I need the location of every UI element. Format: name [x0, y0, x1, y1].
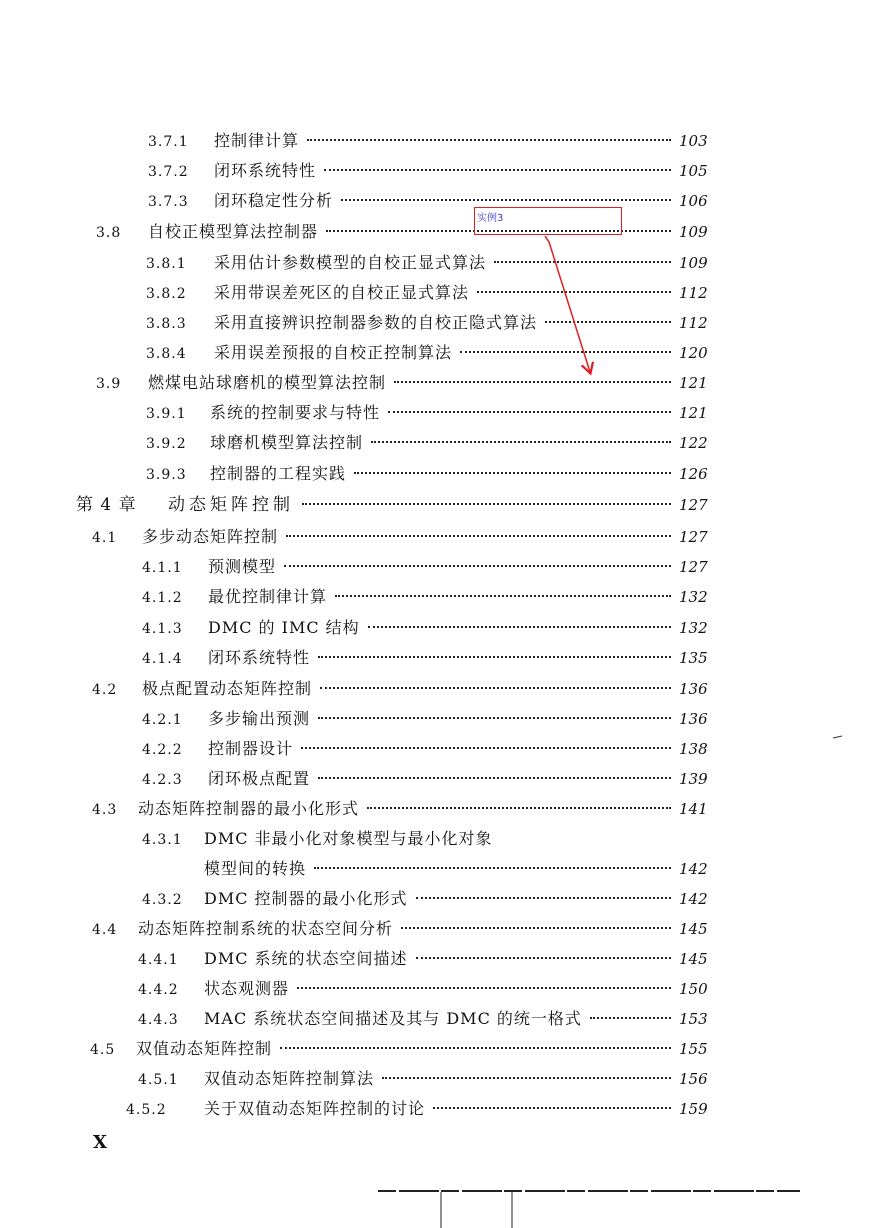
- toc-leader-dots: [314, 866, 671, 869]
- toc-entry-number: 3.9: [96, 376, 122, 392]
- toc-entry-number: 4.3: [92, 802, 118, 818]
- page-mark: X: [93, 1132, 107, 1153]
- toc-entry-page: 109: [679, 254, 708, 272]
- toc-entry-number: 4.3.1: [142, 832, 183, 848]
- toc-entry-number: 3.7.3: [148, 194, 189, 210]
- toc-entry-number: 4.4.2: [138, 982, 179, 998]
- toc-entry-title: 闭环稳定性分析: [214, 191, 334, 210]
- toc-entry-title: 采用误差预报的自校正控制算法: [214, 343, 453, 362]
- toc-entry-number: 第 4 章: [76, 495, 137, 515]
- toc-entry[interactable]: [146, 310, 715, 336]
- toc-entry[interactable]: [92, 916, 715, 942]
- toc-entry-number: 4.5: [90, 1042, 116, 1058]
- toc-entry-page: 156: [679, 1070, 708, 1088]
- toc-entry-title: DMC 的 IMC 结构: [208, 618, 360, 637]
- toc-entry-number: 4.1.1: [142, 560, 183, 576]
- toc-leader-dots: [318, 716, 671, 719]
- toc-entry-title: 球磨机模型算法控制: [210, 433, 364, 452]
- toc-entry-number: 4.5.1: [138, 1072, 179, 1088]
- toc-entry-number: 3.7.2: [148, 164, 189, 180]
- toc-entry-page: 141: [679, 800, 708, 818]
- toc-entry-page: 136: [679, 710, 708, 728]
- toc-entry-number: 4.1.3: [142, 621, 183, 637]
- toc-entry-page: 139: [679, 770, 708, 788]
- toc-leader-dots: [286, 534, 671, 537]
- toc-entry-number: 4.4: [92, 922, 118, 938]
- toc-entry-number: 4.2.1: [142, 712, 183, 728]
- toc-entry[interactable]: [138, 946, 715, 972]
- toc-entry[interactable]: [148, 158, 715, 184]
- toc-entry-number: 4.1.2: [142, 590, 183, 606]
- toc-entry[interactable]: [142, 645, 715, 671]
- toc-entry-title: 控制律计算: [214, 131, 300, 150]
- toc-entry-page: 150: [679, 980, 708, 998]
- toc-entry-number: 4.2.2: [142, 742, 183, 758]
- toc-entry-page: 142: [679, 860, 708, 878]
- toc-entry-page: 122: [679, 434, 708, 452]
- toc-leader-dots: [394, 380, 671, 383]
- toc-entry[interactable]: [146, 280, 715, 306]
- toc-leader-dots: [382, 1076, 671, 1079]
- toc-leader-dots: [324, 168, 671, 171]
- toc-entry-title: 双值动态矩阵控制: [136, 1039, 273, 1058]
- annotation-box[interactable]: [474, 207, 622, 235]
- toc-entry[interactable]: [146, 250, 715, 276]
- toc-entry-title: 多步输出预测: [208, 709, 311, 728]
- toc-entry-page: 127: [679, 496, 708, 514]
- toc-leader-dots: [494, 260, 671, 263]
- toc-entry-page: 127: [679, 528, 708, 546]
- toc-entry[interactable]: [92, 676, 715, 702]
- toc-entry[interactable]: [142, 554, 715, 580]
- toc-leader-dots: [401, 926, 671, 929]
- toc-leader-dots: [318, 655, 671, 658]
- toc-entry[interactable]: [146, 430, 715, 456]
- toc-entry-number: 3.7.1: [148, 134, 189, 150]
- toc-entry-title: DMC 非最小化对象模型与最小化对象: [204, 829, 493, 848]
- toc-entry-page: 127: [679, 558, 708, 576]
- toc-leader-dots: [416, 956, 671, 959]
- toc-entry[interactable]: [142, 826, 715, 852]
- toc-leader-dots: [341, 198, 671, 201]
- toc-entry-title: 动态矩阵控制系统的状态空间分析: [138, 919, 394, 938]
- toc-entry-number: 4.4.1: [138, 952, 179, 968]
- toc-entry-page: 103: [679, 132, 708, 150]
- toc-entry-title: 动态矩阵控制器的最小化形式: [138, 799, 360, 818]
- toc-entry-number: 3.8.4: [146, 346, 187, 362]
- toc-leader-dots: [302, 502, 671, 505]
- toc-entry-title: 采用带误差死区的自校正显式算法: [214, 283, 470, 302]
- toc-entry-title: 闭环系统特性: [214, 161, 317, 180]
- toc-entry-number: 3.8.2: [146, 286, 187, 302]
- toc-entry-number: 4.2.3: [142, 772, 183, 788]
- toc-leader-dots: [590, 1016, 671, 1019]
- toc-entry-title: 状态观测器: [204, 979, 290, 998]
- toc-entry-number: 4.1.4: [142, 651, 183, 667]
- toc-entry-number: 4.1: [92, 530, 118, 546]
- toc-entry-number: 3.8.3: [146, 316, 187, 332]
- toc-entry-page: 155: [679, 1040, 708, 1058]
- toc-entry-title: 控制器设计: [208, 739, 294, 758]
- toc-entry-title: 自校正模型算法控制器: [148, 222, 319, 241]
- toc-entry[interactable]: [146, 400, 715, 426]
- toc-entry[interactable]: [138, 1066, 715, 1092]
- toc-entry-title: MAC 系统状态空间描述及其与 DMC 的统一格式: [204, 1009, 582, 1028]
- toc-entry-page: 145: [679, 950, 708, 968]
- toc-entry-title: 模型间的转换: [204, 859, 307, 878]
- toc-leader-dots: [354, 471, 671, 474]
- toc-entry[interactable]: [142, 706, 715, 732]
- toc-entry-page: 142: [679, 890, 708, 908]
- toc-entry[interactable]: [142, 886, 715, 912]
- toc-entry[interactable]: [146, 340, 715, 366]
- toc-leader-dots: [297, 986, 671, 989]
- toc-entry-title: 极点配置动态矩阵控制: [142, 679, 313, 698]
- toc-leader-dots: [368, 625, 671, 628]
- toc-leader-dots: [284, 564, 671, 567]
- toc-entry[interactable]: [96, 219, 715, 245]
- toc-entry[interactable]: [142, 856, 715, 882]
- toc-entry-page: 112: [679, 284, 708, 302]
- toc-entry-title: 动态矩阵控制: [168, 495, 294, 515]
- toc-entry[interactable]: [92, 524, 715, 550]
- toc-leader-dots: [433, 1106, 671, 1109]
- toc-entry-page: 145: [679, 920, 708, 938]
- toc-entry-number: 4.3.2: [142, 892, 183, 908]
- toc-entry[interactable]: [126, 1096, 715, 1122]
- toc-entry[interactable]: [138, 1006, 715, 1032]
- toc-entry[interactable]: [148, 188, 715, 214]
- toc-entry[interactable]: [142, 615, 715, 641]
- toc-entry-title: 采用直接辨识控制器参数的自校正隐式算法: [214, 313, 538, 332]
- toc-entry[interactable]: [138, 976, 715, 1002]
- toc-entry-page: 112: [679, 314, 708, 332]
- toc-entry[interactable]: [92, 796, 715, 822]
- toc-entry-title: 双值动态矩阵控制算法: [204, 1069, 375, 1088]
- toc-entry-number: 4.5.2: [126, 1102, 167, 1118]
- toc-entry-title: 闭环系统特性: [208, 648, 311, 667]
- toc-entry-title: 系统的控制要求与特性: [210, 403, 381, 422]
- toc-entry-title: DMC 系统的状态空间描述: [204, 949, 408, 968]
- toc-entry-number: 3.9.1: [146, 406, 187, 422]
- toc-entry-number: 3.9.3: [146, 467, 187, 483]
- toc-entry-page: 120: [679, 344, 708, 362]
- toc-entry-title: 多步动态矩阵控制: [142, 527, 279, 546]
- toc-entry-title: 最优控制律计算: [208, 587, 328, 606]
- toc-entry-title: 关于双值动态矩阵控制的讨论: [204, 1099, 426, 1118]
- toc-entry[interactable]: [146, 461, 715, 487]
- toc-entry-page: 136: [679, 680, 708, 698]
- annotation-label: 实例3: [477, 213, 504, 224]
- toc-entry-page: 135: [679, 649, 708, 667]
- toc-entry-number: 4.2: [92, 682, 118, 698]
- toc-entry-page: 132: [679, 619, 708, 637]
- toc-entry[interactable]: [142, 766, 715, 792]
- toc-leader-dots: [371, 440, 671, 443]
- toc-leader-dots: [477, 290, 671, 293]
- toc-entry-title: 控制器的工程实践: [210, 464, 347, 483]
- toc-entry-page: 153: [679, 1010, 708, 1028]
- toc-entry-page: 121: [679, 404, 708, 422]
- toc-entry-number: 4.4.3: [138, 1012, 179, 1028]
- toc-entry[interactable]: [142, 736, 715, 762]
- toc-entry-page: 138: [679, 740, 708, 758]
- toc-entry-title: 采用估计参数模型的自校正显式算法: [214, 253, 487, 272]
- toc-entry-number: 3.9.2: [146, 436, 187, 452]
- toc-leader-dots: [320, 686, 671, 689]
- toc-leader-dots: [301, 746, 671, 749]
- toc-entry-title: 闭环极点配置: [208, 769, 311, 788]
- toc-entry-page: 132: [679, 588, 708, 606]
- toc-leader-dots: [388, 410, 671, 413]
- toc-entry[interactable]: [96, 370, 715, 396]
- toc-entry[interactable]: [90, 1036, 715, 1062]
- toc-entry-number: 3.8: [96, 225, 122, 241]
- toc-entry[interactable]: [76, 492, 715, 518]
- toc-leader-dots: [280, 1046, 671, 1049]
- toc-entry-number: 3.8.1: [146, 256, 187, 272]
- toc-entry-title: 预测模型: [208, 557, 277, 576]
- toc-leader-dots: [545, 320, 671, 323]
- toc-leader-dots: [335, 594, 671, 597]
- toc-entry-page: 106: [679, 192, 708, 210]
- toc-leader-dots: [416, 896, 671, 899]
- toc-leader-dots: [318, 776, 671, 779]
- toc-entry-page: 121: [679, 374, 708, 392]
- toc-leader-dots: [460, 350, 671, 353]
- toc-entry[interactable]: [142, 584, 715, 610]
- toc-entry-title: 燃煤电站球磨机的模型算法控制: [148, 373, 387, 392]
- toc-entry-title: DMC 控制器的最小化形式: [204, 889, 408, 908]
- toc-entry-page: 105: [679, 162, 708, 180]
- toc-entry-page: 109: [679, 223, 708, 241]
- toc-leader-dots: [367, 806, 671, 809]
- toc-entry-page: 159: [679, 1100, 708, 1118]
- toc-entry-page: 126: [679, 465, 708, 483]
- toc-entry[interactable]: [148, 128, 715, 154]
- toc-leader-dots: [307, 138, 671, 141]
